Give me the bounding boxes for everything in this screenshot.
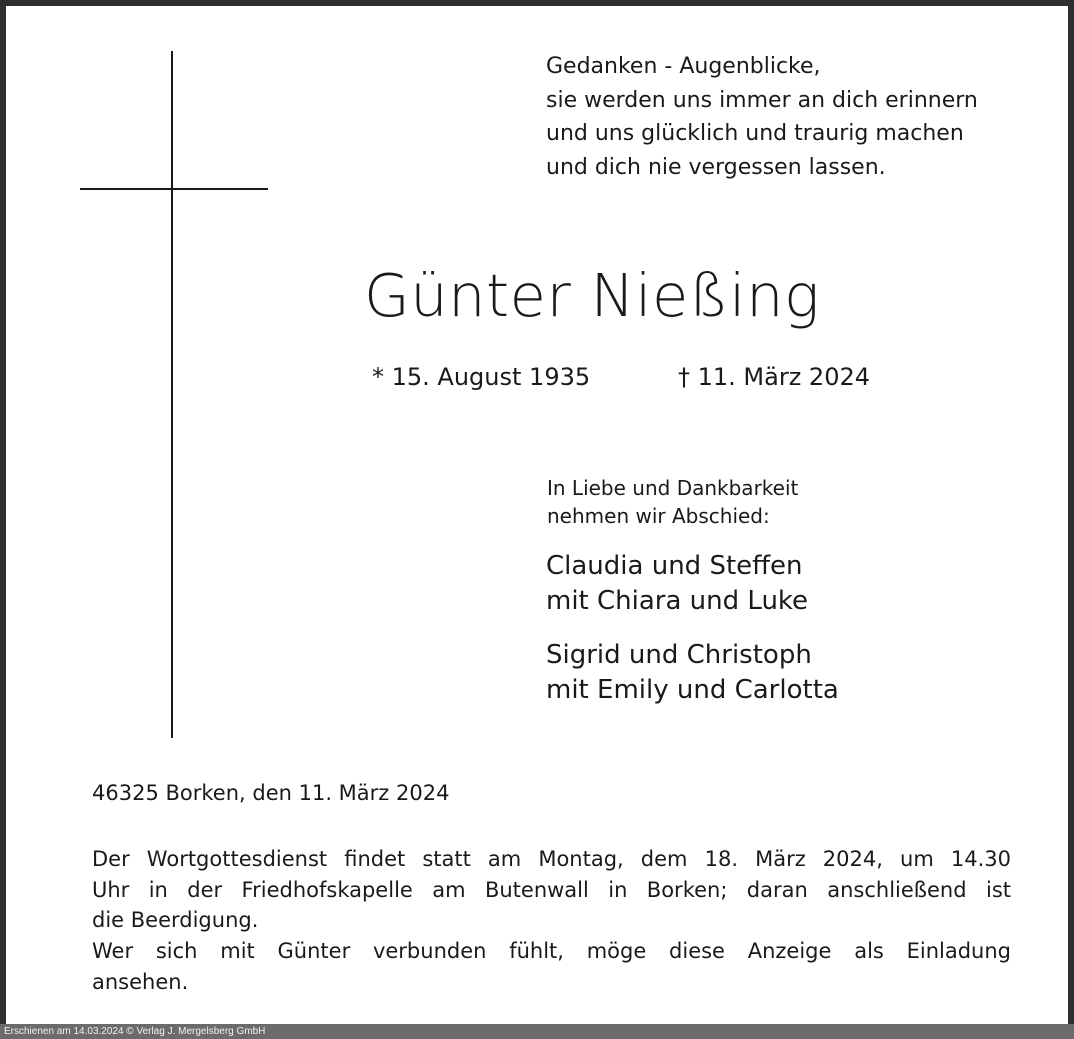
mourners-intro	[547, 474, 798, 530]
poem-line: Gedanken - Augenblicke,	[546, 54, 821, 79]
cross-horizontal-bar	[80, 188, 268, 190]
family-line: mit Chiara und Luke	[546, 585, 809, 616]
service-line: ansehen.	[92, 969, 189, 994]
service-line: Der Wortgottesdienst findet statt am Montag, dem 18. März 2024, um 14.30	[92, 847, 1011, 871]
poem	[546, 50, 978, 184]
service-line: Uhr in der Friedhofskapelle am Butenwall in Borken; daran anschließend ist	[92, 877, 1011, 902]
publication-footer: Erschienen am 14.03.2024 © Verlag J. Mergelsberg GmbH	[0, 1024, 1074, 1039]
deceased-name: Günter Nießing	[364, 261, 820, 330]
service-line: die Beerdigung.	[92, 908, 259, 933]
family-group	[546, 549, 808, 618]
death-date: † 11. März 2024	[678, 363, 871, 391]
birth-date: * 15. August 1935	[372, 363, 591, 391]
service-line: Wer sich mit Günter verbunden fühlt, möge diese Anzeige als Einladung	[92, 939, 1011, 964]
cross-vertical-bar	[171, 51, 173, 738]
family-group	[546, 638, 839, 707]
service-announcement	[92, 844, 1011, 997]
poem-line: und uns glücklich und traurig machen	[546, 121, 964, 146]
family-line: Sigrid und Christoph	[546, 640, 812, 670]
family-line: Claudia und Steffen	[546, 551, 803, 581]
intro-line: In Liebe und Dankbarkeit	[547, 476, 799, 500]
intro-line: nehmen wir Abschied:	[547, 504, 770, 528]
poem-line: und dich nie vergessen lassen.	[546, 154, 886, 180]
family-line: mit Emily und Carlotta	[546, 674, 839, 705]
place-and-date: 46325 Borken, den 11. März 2024	[92, 781, 450, 805]
poem-line: sie werden uns immer an dich erinnern	[546, 87, 978, 113]
